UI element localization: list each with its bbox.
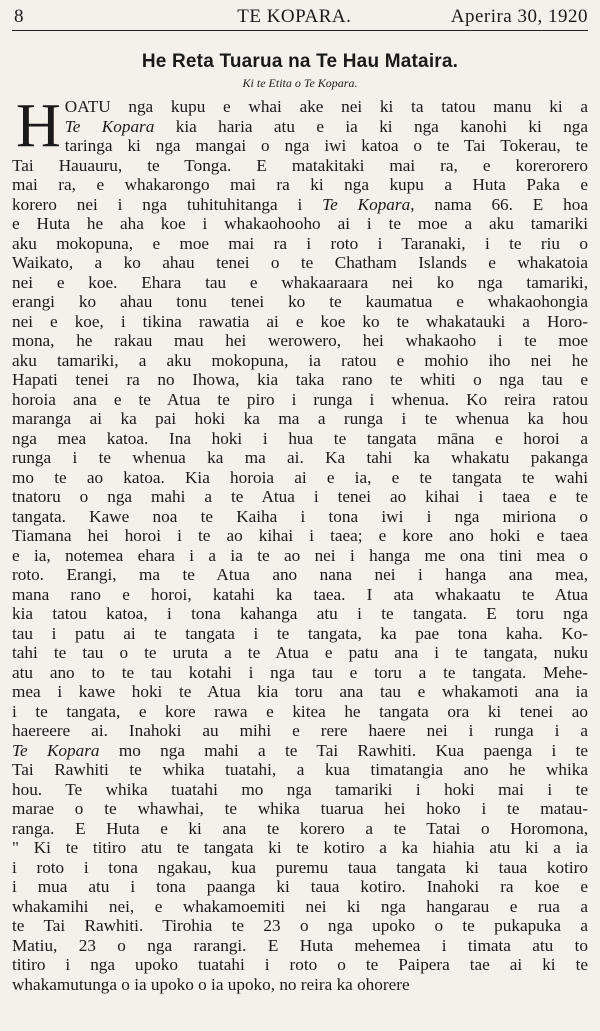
article-line: tau i patu ai te tangata i te tangata, ka pae tona kaha. Ko-: [12, 623, 588, 643]
issue-date: Aperira 30, 1920: [450, 6, 588, 27]
drop-cap: H: [16, 92, 61, 160]
article-byline: Ki te Etita o Te Kopara.: [242, 76, 358, 90]
article-line: " Ki te titiro atu te tangata ki te kotiro a ka hiahia atu ki a ia: [12, 838, 588, 857]
article-line: Tai Hauauru, te Tonga. E matakitaki mai ra, e korerorero: [12, 155, 588, 175]
article-line: kia tatou katoa, i tona kahanga atu i te tangata. E toru nga: [12, 604, 588, 623]
article-line: nei e koe. Ehara tau e whakaaraara nei ko nga tamariki,: [12, 272, 588, 292]
article-line: aku mokopuna, e moe mai ra i roto i Taranaki, i te riu o: [12, 233, 588, 253]
article-line: korero nei i nga tuhituhitanga i Te Kopara, nama 66. E hoa: [12, 194, 588, 214]
article-line: i mua atu i tona paanga ki taua kotiro. Inahoki ra koe e: [12, 877, 588, 896]
article-line: Te Kopara kia haria atu e ia ki nga kanohi ki nga: [64, 116, 589, 136]
article-line: whakamihi nei, e whakamoemiti nei ki nga hangarau e rua a: [12, 896, 588, 916]
article-line: hou. Te whika tuatahi mo nga tamariki i hoki mai i te: [12, 779, 588, 799]
article-line: haereere ai. Inahoki au mihi e rere haere nei i runga i a: [12, 721, 588, 740]
article-line: erangi ko ahau tonu tenei ko te kaumatua e whakaohongia: [12, 292, 588, 311]
article-line: ranga. E Huta e ki ana te korero a te Tatai o Horomona,: [12, 818, 588, 838]
article-line: i te tangata, e kore rawa e kitea he tangata ora ki tenei ao: [12, 701, 588, 721]
article-line: Tiamana hei horoi i te ao kihai i taea; e kore ano hoki e taea: [12, 526, 588, 545]
article-line: taringa ki nga mangai o nga iwi katoa o te Tai Tokerau, te: [64, 136, 588, 155]
article-line: Tai Rawhiti te whika tuatahi, a kua timatangia ano he whika: [12, 760, 588, 779]
article-line: atu ano to te tau kotahi i nga tau e toru a te tangata. Mehe-: [12, 662, 588, 682]
page-number: 8: [14, 6, 24, 27]
article-line: nga mea katoa. Ina hoki i hua te tangata māna e horoi a: [12, 428, 588, 448]
article-line: maranga ai ka pai hoki ka ma a runga i te whenua ka hou: [12, 409, 588, 428]
article-line: mea i kawe hoki te Atua kia toru ana tau e whakamoti ana ia: [12, 682, 588, 701]
article-line: mai ra, e whakarongo mai ra ki nga kupu a Huta Paka e: [12, 175, 588, 194]
article-line: tnatoru o nga mahi a te Atua i tenei ao kihai i taea e te: [12, 487, 588, 506]
article-line: whakamutunga o ia upoko o ia upoko, no reira ka ohorere: [12, 974, 410, 994]
article-line: mana rano e horoi, katahi ka taea. I ata whakaatu te Atua: [12, 584, 588, 604]
article-line: runga i te whenua ka ma ai. Ka tahi ka whakatu pakanga: [12, 448, 588, 467]
article-title: He Reta Tuarua na Te Hau Mataira.: [141, 51, 459, 72]
article-line: roto. Erangi, ma te Atua ano nana nei i hanga ana mea,: [12, 565, 588, 584]
article-body: [12, 92, 589, 994]
article-line: te Tai Rawhiti. Tirohia te 23 o nga upoko o te pukapuka a: [12, 916, 588, 935]
article-line: aku tamariki, a aku mokopuna, ia ratou e mohio iho nei he: [12, 350, 588, 370]
article-line: OATU nga kupu e whai ake nei ki ta tatou manu ki a: [64, 97, 588, 116]
running-head: [12, 4, 588, 31]
article-line: Te Kopara mo nga mahi a te Tai Rawhiti. Kua paenga i te: [12, 740, 588, 760]
article-line: mona, he rakau mau hei werowero, hei whakaoho i te moe: [12, 331, 588, 350]
article-line: horoia ana e te Atua te piro i runga i whenua. Ko reira ratou: [12, 389, 588, 409]
article-line: mo te ao katoa. Kia horoia ai e ia, e te tangata te wahi: [12, 467, 588, 487]
article-line: e ia, notemea ehara i a ia te ao nei i hanga me ona tini mea o: [12, 545, 588, 565]
article-line: Matiu, 23 o nga rarangi. E Huta mehemea i timata atu to: [12, 935, 588, 955]
article-line: nei e koe, i tikina rawatia ai e koe ko te whakatauki a Horo-: [12, 311, 588, 331]
article-line: tangata. Kawe noa te Kaiha i tona iwi i nga miriona o: [12, 506, 588, 526]
article-line: i roto i tona ngakau, kua puremu taua tangata ki taua kotiro: [12, 857, 588, 877]
masthead: TE KOPARA.: [237, 6, 352, 27]
article-line: e Huta he aha koe i whakaohooho ai i te moe a aku tamariki: [12, 214, 588, 233]
article-line: marae o te whawhai, te whika tuarua hei hoko i te matau-: [12, 799, 588, 818]
article-line: titiro i nga upoko tuatahi i roto o te Paipera tae ai ki te: [12, 955, 588, 974]
article-line: Hapati tenei ra no Ihowa, kia taka rano te whiti o nga tau e: [12, 370, 588, 389]
article-line: tahi te tau o te uruta a te Atua e patu ana i te tangata, nuku: [12, 643, 588, 662]
article-line: Waikato, a ko ahau tenei o te Chatham Islands e whakatoia: [12, 253, 588, 272]
